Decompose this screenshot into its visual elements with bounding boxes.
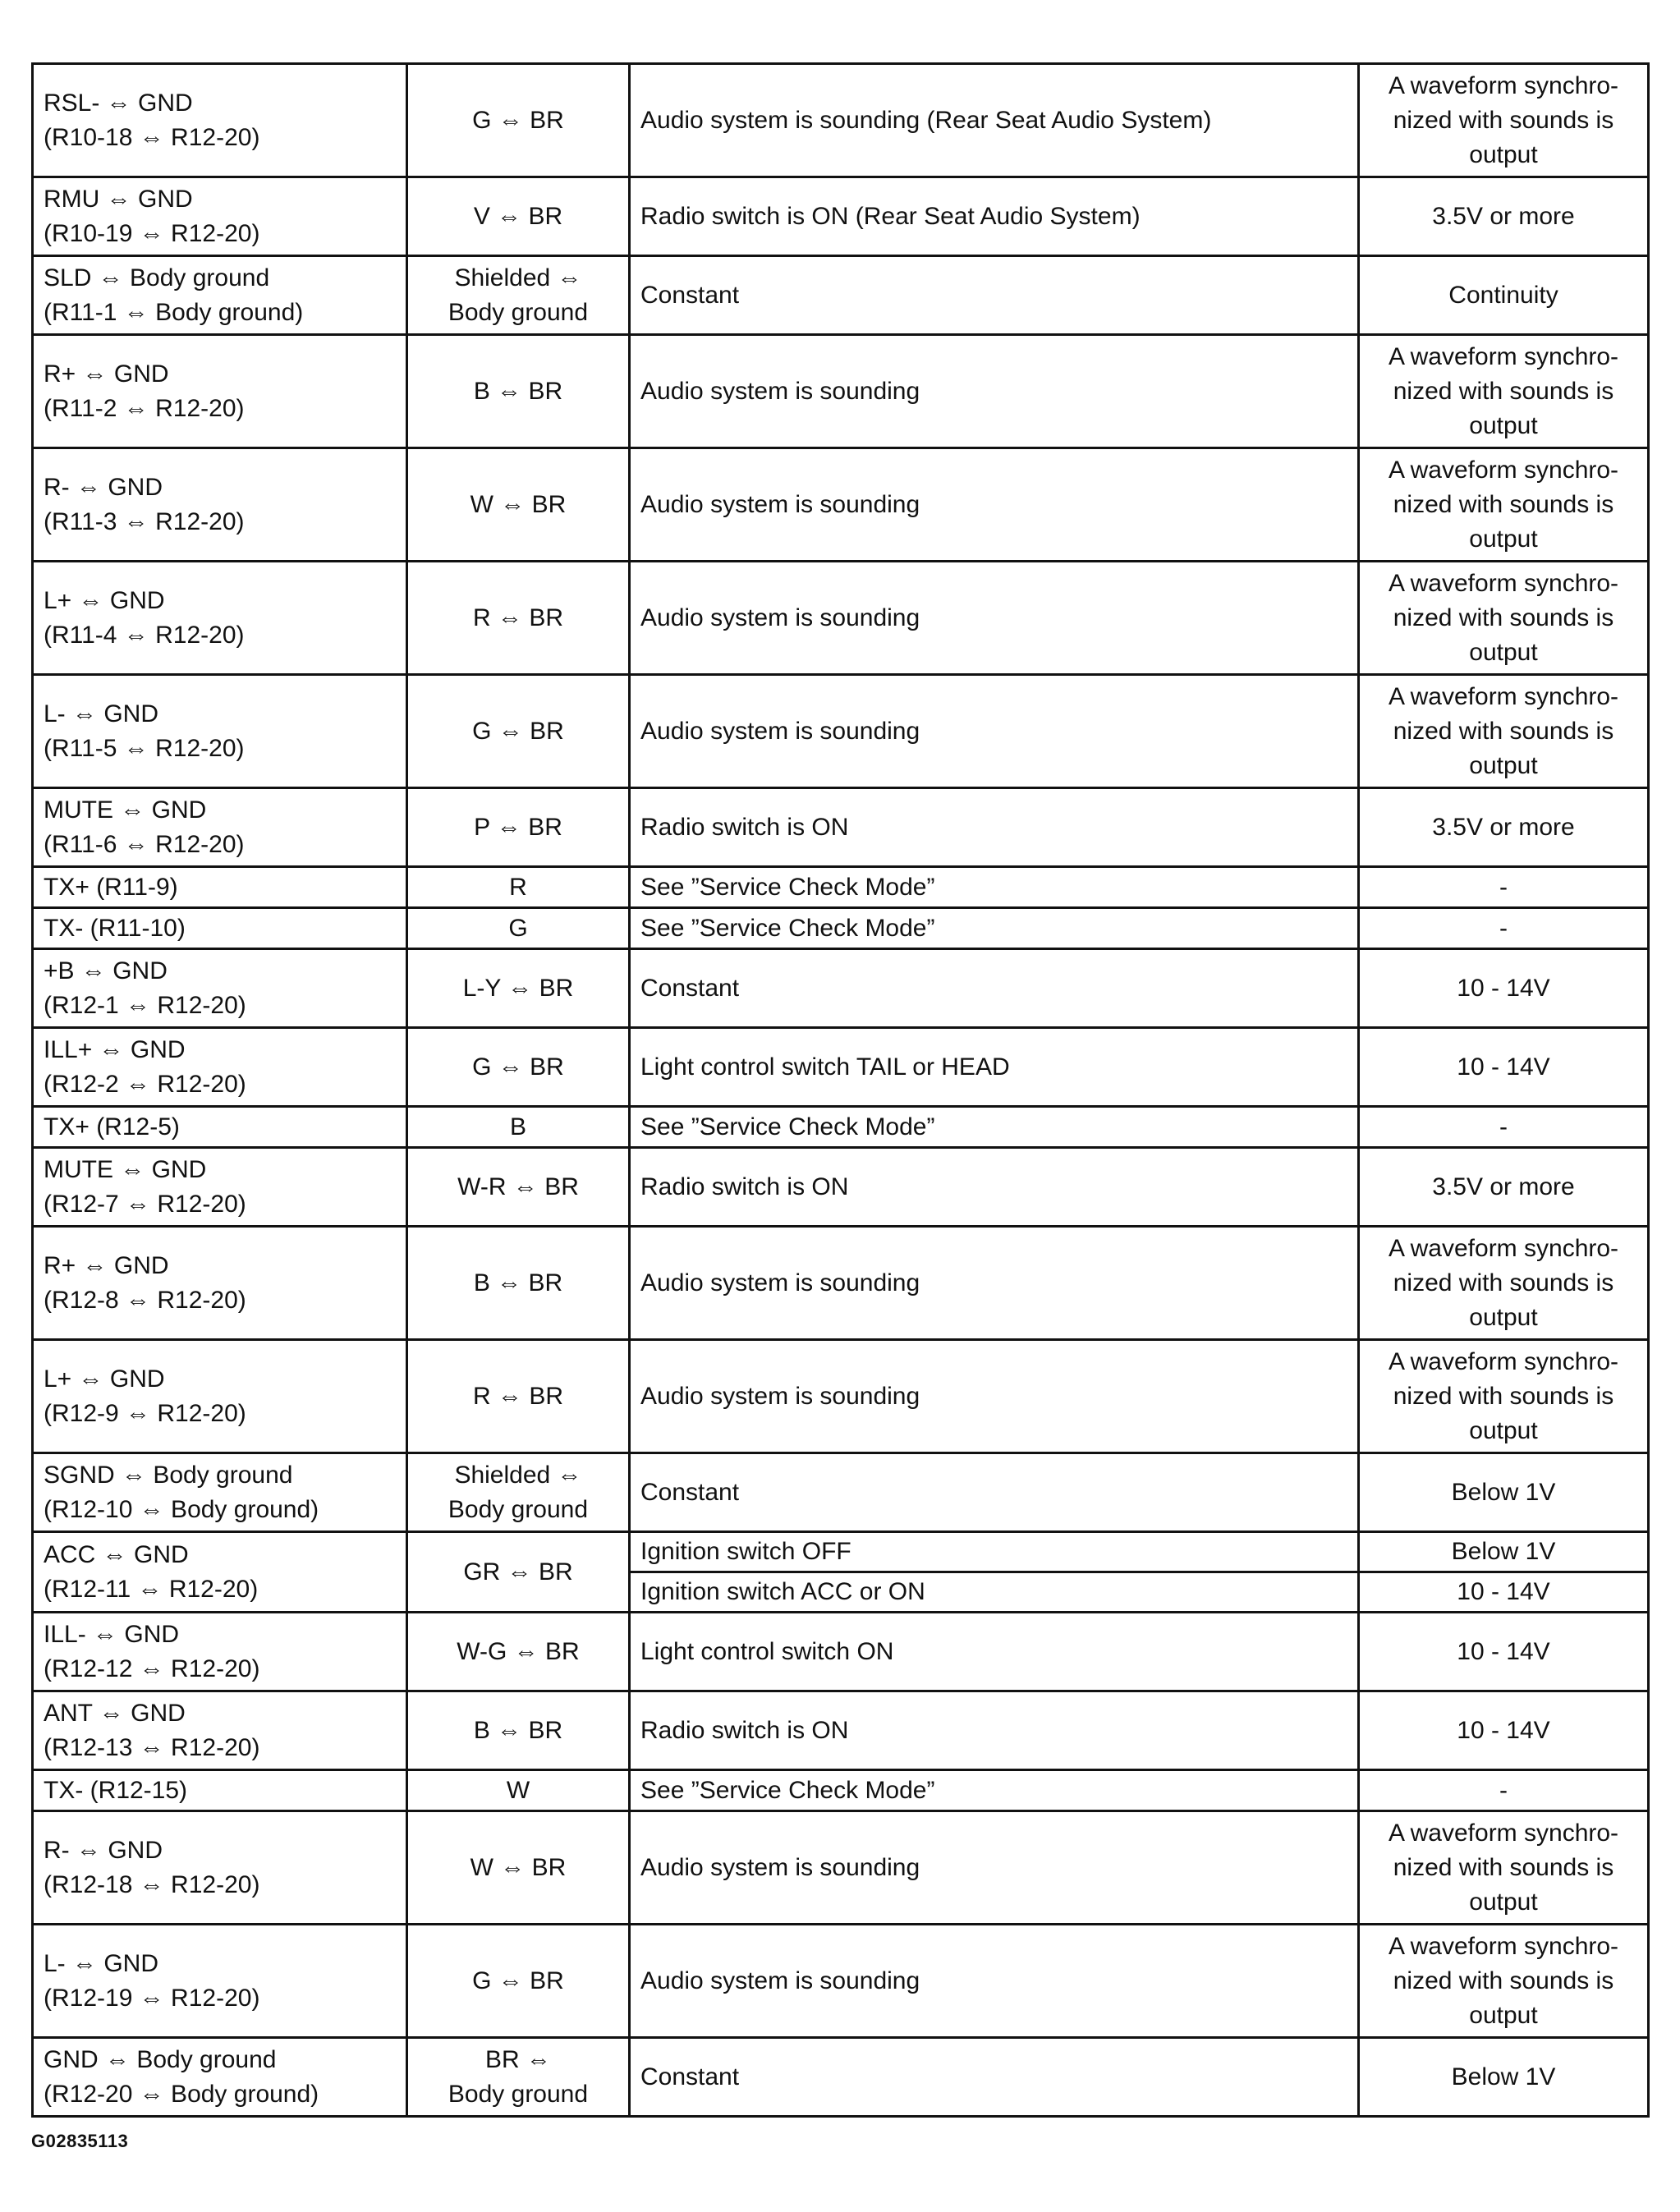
table-row: [33, 64, 1649, 177]
wiring-color-text: Shielded ⇔: [454, 264, 582, 291]
condition-text: Audio system is sounding (Rear Seat Audio System): [640, 106, 1212, 134]
terminal-text: MUTE ⇔ GND: [44, 1155, 207, 1183]
specified-condition-cell: [1359, 1028, 1649, 1107]
wiring-color-cell: [407, 1340, 630, 1453]
specified-condition-text: 10 - 14V: [1457, 974, 1550, 1002]
wiring-color-cell: [407, 335, 630, 448]
specified-condition-cell: [1359, 177, 1649, 256]
wiring-color-cell: [407, 949, 630, 1028]
table-row: [33, 1811, 1649, 1925]
condition-text: Radio switch is ON (Rear Seat Audio System): [640, 202, 1141, 230]
condition-text: Constant: [640, 281, 740, 309]
condition-text: Audio system is sounding: [640, 717, 920, 745]
wiring-color-cell: [407, 1770, 630, 1811]
wiring-color-cell: [407, 1925, 630, 2038]
condition-cell: [630, 788, 1359, 867]
terminal-text: L+ ⇔ GND: [44, 586, 165, 614]
condition-cell: [630, 1107, 1359, 1148]
wiring-color-text: W-G ⇔ BR: [457, 1637, 580, 1665]
specified-condition-cell: [1359, 1572, 1649, 1613]
condition-text: See ”Service Check Mode”: [640, 1776, 935, 1804]
specified-condition-text: nized with sounds is: [1393, 717, 1614, 745]
terminal-text: R- ⇔ GND: [44, 1836, 163, 1864]
table-row: [33, 949, 1649, 1028]
table-row: [33, 256, 1649, 335]
specified-condition-text: 10 - 14V: [1457, 1578, 1550, 1605]
specified-condition-text: 3.5V or more: [1432, 813, 1575, 841]
wiring-color-cell: [407, 1148, 630, 1227]
condition-text: Ignition switch ACC or ON: [640, 1578, 925, 1605]
specified-condition-text: Below 1V: [1451, 2063, 1556, 2090]
terminal-text: TX+ (R11-9): [44, 873, 178, 901]
condition-cell: [630, 1613, 1359, 1691]
terminal-cell: [33, 1925, 407, 2038]
condition-text: Ignition switch OFF: [640, 1538, 851, 1565]
terminal-text: ACC ⇔ GND: [44, 1540, 189, 1568]
condition-cell: [630, 675, 1359, 788]
condition-cell: [630, 2038, 1359, 2117]
wiring-color-text: L-Y ⇔ BR: [462, 974, 574, 1002]
table-row: [33, 788, 1649, 867]
condition-cell: [630, 1770, 1359, 1811]
condition-cell: [630, 64, 1359, 177]
table-row: [33, 1613, 1649, 1691]
specified-condition-text: -: [1499, 1113, 1508, 1140]
terminal-cell: [33, 867, 407, 908]
terminal-cell: [33, 1227, 407, 1340]
terminal-text: L- ⇔ GND: [44, 1949, 159, 1977]
specified-condition-cell: [1359, 1613, 1649, 1691]
wiring-color-cell: [407, 867, 630, 908]
specified-condition-cell: [1359, 675, 1649, 788]
specified-condition-text: nized with sounds is: [1393, 106, 1614, 134]
specified-condition-text: -: [1499, 873, 1508, 901]
terminal-cell: [33, 335, 407, 448]
terminal-cell: [33, 2038, 407, 2117]
specified-condition-cell: [1359, 64, 1649, 177]
specified-condition-text: output: [1469, 411, 1538, 439]
wiring-color-text: G ⇔ BR: [472, 1966, 564, 1994]
condition-cell: [630, 1532, 1359, 1572]
condition-cell: [630, 562, 1359, 675]
wiring-color-cell: [407, 1532, 630, 1613]
spec-table-body: [33, 64, 1649, 2117]
wiring-color-text: G ⇔ BR: [472, 717, 564, 745]
terminal-text: R- ⇔ GND: [44, 473, 163, 501]
specified-condition-cell: [1359, 1925, 1649, 2038]
terminal-cell: [33, 1340, 407, 1453]
terminal-cell: [33, 1148, 407, 1227]
terminal-text: (R11-2 ⇔ R12-20): [44, 394, 245, 422]
terminal-text: (R10-18 ⇔ R12-20): [44, 123, 260, 151]
terminal-cell: [33, 1811, 407, 1925]
wiring-color-cell: [407, 788, 630, 867]
terminal-cell: [33, 64, 407, 177]
terminal-text: (R12-12 ⇔ R12-20): [44, 1654, 260, 1682]
condition-cell: [630, 1572, 1359, 1613]
condition-text: Audio system is sounding: [640, 1269, 920, 1296]
specified-condition-cell: [1359, 1532, 1649, 1572]
condition-text: Audio system is sounding: [640, 1382, 920, 1410]
terminal-cell: [33, 1532, 407, 1613]
wiring-color-text: W-R ⇔ BR: [457, 1173, 579, 1200]
condition-cell: [630, 1691, 1359, 1770]
wiring-color-text: Body ground: [448, 298, 589, 326]
specified-condition-text: output: [1469, 525, 1538, 553]
wiring-color-text: R ⇔ BR: [472, 603, 563, 631]
table-row: [33, 448, 1649, 562]
condition-text: Light control switch ON: [640, 1637, 894, 1665]
specified-condition-text: nized with sounds is: [1393, 1966, 1614, 1994]
wiring-color-text: W: [506, 1776, 530, 1804]
terminal-text: +B ⇔ GND: [44, 957, 168, 984]
condition-text: Constant: [640, 1478, 740, 1506]
condition-cell: [630, 1453, 1359, 1532]
condition-text: See ”Service Check Mode”: [640, 1113, 935, 1140]
specified-condition-text: A waveform synchro-: [1388, 1932, 1619, 1960]
specified-condition-cell: [1359, 1770, 1649, 1811]
condition-cell: [630, 949, 1359, 1028]
table-row: [33, 908, 1649, 949]
specified-condition-cell: [1359, 1453, 1649, 1532]
condition-cell: [630, 1028, 1359, 1107]
terminal-cell: [33, 908, 407, 949]
specified-condition-text: nized with sounds is: [1393, 1853, 1614, 1881]
wiring-color-text: BR ⇔: [484, 2045, 551, 2073]
wiring-color-cell: [407, 1811, 630, 1925]
terminal-text: (R10-19 ⇔ R12-20): [44, 219, 260, 247]
specified-condition-text: output: [1469, 2001, 1538, 2029]
wiring-color-cell: [407, 64, 630, 177]
specified-condition-text: output: [1469, 638, 1538, 666]
terminal-text: (R12-7 ⇔ R12-20): [44, 1190, 246, 1218]
wiring-color-text: R: [509, 873, 527, 901]
table-row: [33, 1148, 1649, 1227]
specified-condition-cell: [1359, 788, 1649, 867]
specified-condition-cell: [1359, 256, 1649, 335]
terminal-cell: [33, 256, 407, 335]
condition-text: Audio system is sounding: [640, 603, 920, 631]
terminal-text: (R11-5 ⇔ R12-20): [44, 734, 245, 762]
terminal-text: MUTE ⇔ GND: [44, 796, 207, 824]
terminal-cell: [33, 1691, 407, 1770]
terminal-text: (R12-18 ⇔ R12-20): [44, 1870, 260, 1898]
table-row: [33, 1532, 1649, 1572]
table-row: [33, 562, 1649, 675]
terminal-text: (R12-8 ⇔ R12-20): [44, 1286, 246, 1314]
wiring-color-cell: [407, 256, 630, 335]
terminal-text: R+ ⇔ GND: [44, 360, 169, 388]
specified-condition-text: output: [1469, 140, 1538, 168]
wiring-color-cell: [407, 562, 630, 675]
wiring-color-text: B ⇔ BR: [473, 1716, 563, 1744]
wiring-color-cell: [407, 1453, 630, 1532]
specified-condition-text: A waveform synchro-: [1388, 456, 1619, 484]
terminal-text: R+ ⇔ GND: [44, 1251, 169, 1279]
wiring-color-text: GR ⇔ BR: [463, 1558, 573, 1586]
specified-condition-text: output: [1469, 751, 1538, 779]
terminal-text: SLD ⇔ Body ground: [44, 264, 270, 291]
terminal-cell: [33, 448, 407, 562]
wiring-color-text: Shielded ⇔: [454, 1461, 582, 1489]
condition-text: Radio switch is ON: [640, 813, 849, 841]
specified-condition-text: output: [1469, 1888, 1538, 1916]
specified-condition-cell: [1359, 1340, 1649, 1453]
wiring-color-text: W ⇔ BR: [470, 490, 567, 518]
specified-condition-text: 10 - 14V: [1457, 1716, 1550, 1744]
terminal-text: TX- (R12-15): [44, 1776, 188, 1804]
condition-text: Constant: [640, 2063, 740, 2090]
condition-cell: [630, 335, 1359, 448]
specified-condition-cell: [1359, 1811, 1649, 1925]
table-row: [33, 867, 1649, 908]
condition-cell: [630, 908, 1359, 949]
figure-id: G02835113: [31, 2131, 129, 2151]
specified-condition-text: Below 1V: [1451, 1538, 1556, 1565]
terminal-cell: [33, 177, 407, 256]
table-row: [33, 1227, 1649, 1340]
wiring-color-text: B ⇔ BR: [473, 1269, 563, 1296]
specified-condition-text: nized with sounds is: [1393, 490, 1614, 518]
specified-condition-text: nized with sounds is: [1393, 377, 1614, 405]
wiring-color-text: G: [508, 914, 528, 942]
specified-condition-text: Below 1V: [1451, 1478, 1556, 1506]
wiring-color-text: G ⇔ BR: [472, 1053, 564, 1081]
specified-condition-text: 10 - 14V: [1457, 1053, 1550, 1081]
table-row: [33, 1340, 1649, 1453]
condition-cell: [630, 867, 1359, 908]
condition-text: Audio system is sounding: [640, 1853, 920, 1881]
terminal-cell: [33, 788, 407, 867]
terminal-text: TX- (R11-10): [44, 914, 186, 942]
wiring-color-cell: [407, 1227, 630, 1340]
specified-condition-text: 3.5V or more: [1432, 202, 1575, 230]
condition-cell: [630, 256, 1359, 335]
wiring-color-cell: [407, 1613, 630, 1691]
wiring-color-cell: [407, 675, 630, 788]
condition-text: Audio system is sounding: [640, 490, 920, 518]
wiring-color-cell: [407, 2038, 630, 2117]
wiring-color-text: Body ground: [448, 2080, 589, 2108]
specified-condition-text: A waveform synchro-: [1388, 342, 1619, 370]
terminal-cell: [33, 1107, 407, 1148]
terminal-text: (R11-1 ⇔ Body ground): [44, 298, 304, 326]
condition-cell: [630, 1227, 1359, 1340]
specified-condition-cell: [1359, 1107, 1649, 1148]
terminal-text: (R12-13 ⇔ R12-20): [44, 1733, 260, 1761]
specified-condition-text: A waveform synchro-: [1388, 1819, 1619, 1847]
specified-condition-text: nized with sounds is: [1393, 1382, 1614, 1410]
terminal-text: ILL- ⇔ GND: [44, 1620, 180, 1648]
condition-text: See ”Service Check Mode”: [640, 873, 935, 901]
condition-cell: [630, 1811, 1359, 1925]
wiring-color-text: Body ground: [448, 1495, 589, 1523]
terminal-text: ANT ⇔ GND: [44, 1699, 186, 1727]
specified-condition-cell: [1359, 867, 1649, 908]
wiring-color-text: B ⇔ BR: [473, 377, 563, 405]
condition-text: Constant: [640, 974, 740, 1002]
terminal-text: (R11-3 ⇔ R12-20): [44, 507, 245, 535]
specified-condition-text: nized with sounds is: [1393, 603, 1614, 631]
terminal-text: RMU ⇔ GND: [44, 185, 193, 213]
terminal-spec-table: [31, 62, 1650, 2118]
table-row: [33, 1691, 1649, 1770]
condition-text: Light control switch TAIL or HEAD: [640, 1053, 1010, 1081]
wiring-color-text: R ⇔ BR: [472, 1382, 563, 1410]
specified-condition-cell: [1359, 1148, 1649, 1227]
terminal-cell: [33, 562, 407, 675]
terminal-text: L+ ⇔ GND: [44, 1365, 165, 1393]
terminal-cell: [33, 675, 407, 788]
specified-condition-text: A waveform synchro-: [1388, 1347, 1619, 1375]
table-row: [33, 675, 1649, 788]
specified-condition-cell: [1359, 949, 1649, 1028]
condition-text: Audio system is sounding: [640, 377, 920, 405]
table-row: [33, 335, 1649, 448]
condition-text: Radio switch is ON: [640, 1716, 849, 1744]
specified-condition-cell: [1359, 1227, 1649, 1340]
wiring-color-text: W ⇔ BR: [470, 1853, 567, 1881]
terminal-cell: [33, 1613, 407, 1691]
specified-condition-text: -: [1499, 914, 1508, 942]
specified-condition-text: Continuity: [1448, 281, 1558, 309]
condition-text: Radio switch is ON: [640, 1173, 849, 1200]
wiring-color-cell: [407, 177, 630, 256]
specified-condition-text: -: [1499, 1776, 1508, 1804]
wiring-color-text: G ⇔ BR: [472, 106, 564, 134]
terminal-text: GND ⇔ Body ground: [44, 2045, 277, 2073]
specified-condition-text: output: [1469, 1416, 1538, 1444]
terminal-cell: [33, 949, 407, 1028]
specified-condition-cell: [1359, 562, 1649, 675]
condition-cell: [630, 1148, 1359, 1227]
specified-condition-text: A waveform synchro-: [1388, 71, 1619, 99]
terminal-text: (R12-9 ⇔ R12-20): [44, 1399, 246, 1427]
wiring-color-cell: [407, 1028, 630, 1107]
terminal-text: (R12-19 ⇔ R12-20): [44, 1984, 260, 2012]
wiring-color-cell: [407, 448, 630, 562]
terminal-cell: [33, 1770, 407, 1811]
terminal-text: L- ⇔ GND: [44, 700, 159, 727]
condition-cell: [630, 1340, 1359, 1453]
specified-condition-cell: [1359, 335, 1649, 448]
terminal-text: SGND ⇔ Body ground: [44, 1461, 293, 1489]
specified-condition-text: 10 - 14V: [1457, 1637, 1550, 1665]
condition-cell: [630, 177, 1359, 256]
condition-cell: [630, 1925, 1359, 2038]
terminal-text: (R12-1 ⇔ R12-20): [44, 991, 246, 1019]
terminal-text: TX+ (R12-5): [44, 1113, 180, 1140]
specified-condition-text: A waveform synchro-: [1388, 682, 1619, 710]
condition-cell: [630, 448, 1359, 562]
terminal-text: ILL+ ⇔ GND: [44, 1035, 186, 1063]
specified-condition-text: nized with sounds is: [1393, 1269, 1614, 1296]
specified-condition-cell: [1359, 2038, 1649, 2117]
wiring-color-cell: [407, 1691, 630, 1770]
wiring-color-cell: [407, 908, 630, 949]
specified-condition-text: 3.5V or more: [1432, 1173, 1575, 1200]
condition-text: See ”Service Check Mode”: [640, 914, 935, 942]
specified-condition-text: A waveform synchro-: [1388, 569, 1619, 597]
wiring-color-text: P ⇔ BR: [474, 813, 562, 841]
terminal-text: (R12-11 ⇔ R12-20): [44, 1575, 259, 1603]
condition-text: Audio system is sounding: [640, 1966, 920, 1994]
table-row: [33, 1107, 1649, 1148]
table-row: [33, 1028, 1649, 1107]
table-row: [33, 177, 1649, 256]
specified-condition-text: output: [1469, 1303, 1538, 1331]
specified-condition-cell: [1359, 908, 1649, 949]
specified-condition-cell: [1359, 1691, 1649, 1770]
terminal-text: (R12-10 ⇔ Body ground): [44, 1495, 319, 1523]
terminal-text: (R12-20 ⇔ Body ground): [44, 2080, 319, 2108]
wiring-color-text: V ⇔ BR: [473, 202, 563, 230]
wiring-color-cell: [407, 1107, 630, 1148]
terminal-text: (R11-6 ⇔ R12-20): [44, 830, 245, 858]
terminal-text: RSL- ⇔ GND: [44, 89, 193, 117]
terminal-text: (R11-4 ⇔ R12-20): [44, 621, 245, 649]
terminal-text: (R12-2 ⇔ R12-20): [44, 1070, 246, 1098]
specified-condition-cell: [1359, 448, 1649, 562]
wiring-color-text: B: [509, 1113, 526, 1140]
specified-condition-text: A waveform synchro-: [1388, 1234, 1619, 1262]
terminal-cell: [33, 1453, 407, 1532]
table-row: [33, 1453, 1649, 1532]
table-row: [33, 2038, 1649, 2117]
terminal-cell: [33, 1028, 407, 1107]
table-row: [33, 1925, 1649, 2038]
table-row: [33, 1770, 1649, 1811]
